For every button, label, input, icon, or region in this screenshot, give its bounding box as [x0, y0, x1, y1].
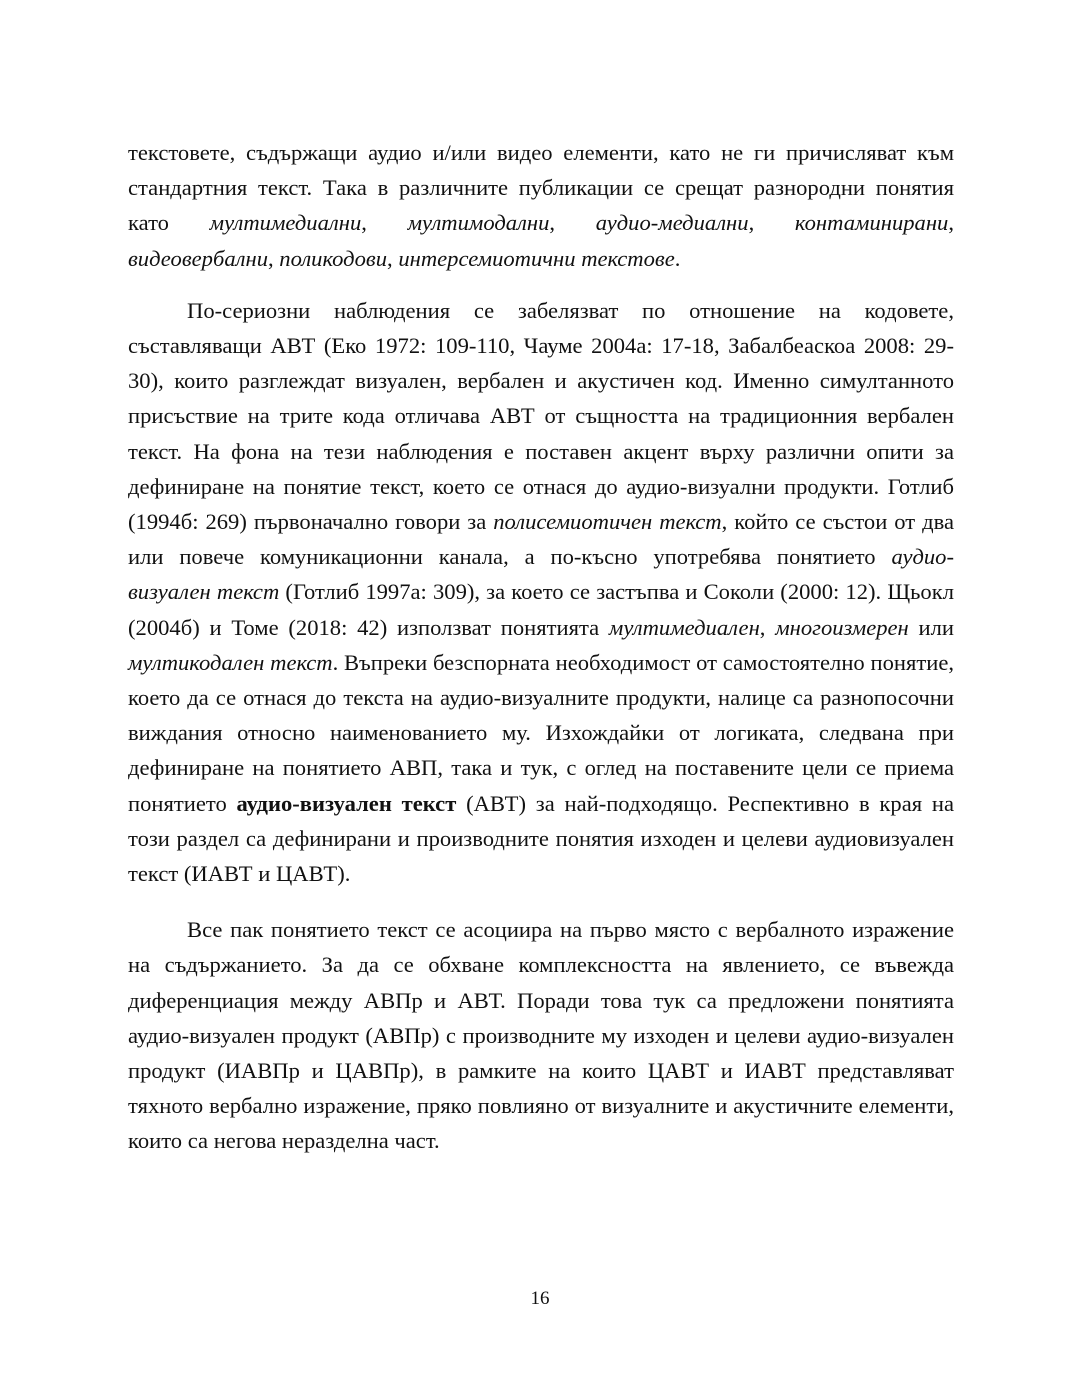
text-run: , — [361, 210, 408, 236]
text-run: , който се състои от два или повече комуникационни канала, а по-късно употребява понятието — [128, 509, 954, 570]
paragraph-1 — [128, 135, 954, 276]
italic-term: аудио-визуален текст — [128, 544, 954, 605]
text-run: . — [674, 245, 681, 271]
italic-term: мултимедиален — [608, 614, 760, 640]
text-run: (АВТ) за най-подходящо. Респективно в края на този раздел са дефинирани и производните понятия изходен и целеви аудиовизуален текст (ИАВТ и ЦАВТ). — [128, 790, 954, 887]
text-run: текстовете, съдържащи аудио и/или видео елементи, като не ги причисляват към стандартния текст. Така в различните публикации се срещат разнородни понятия като — [128, 140, 954, 236]
italic-term: мултимедиални — [209, 210, 362, 236]
italic-term: поликодови — [279, 245, 388, 271]
italic-term: аудио-медиални — [595, 210, 749, 236]
paragraph-2 — [128, 293, 954, 891]
italic-term: контаминирани — [794, 210, 949, 236]
paragraph-3 — [128, 912, 954, 1158]
text-run: или — [908, 614, 954, 640]
page-number: 16 — [530, 1288, 550, 1309]
text-run: , — [268, 245, 280, 271]
text-run: Все пак понятието текст се асоциира на първо място с вербалното изражение на съдържанието. За да се обхване комплексността на явлението, се въвежда диференциация между АВПр и АВТ. Поради това тук са предложени понятията аудио-визуален продукт (АВПр) с производните му изходен и целеви аудио-визуален продукт (ИАВПр и ЦАВПр), в рамките на които ЦАВТ и ИАВТ представляват тяхното вербално изражение, пряко повлияно от визуалните и акустичните елементи, които са негова неразделна част. — [128, 917, 954, 1154]
page-body — [128, 135, 954, 1159]
italic-term: многоизмерен — [775, 614, 909, 640]
text-run: (Готлиб 1997а: 309), за което се застъпва и Соколи (2000: 12). Щьокл (2004б) и Томе (2018: 42) използват понятията — [128, 579, 954, 640]
italic-term: мултикодален текст — [128, 649, 333, 675]
text-run: , — [948, 210, 955, 236]
text-run: По-сериозни наблюдения се забелязват по отношение на кодовете, съставляващи АВТ (Еко 1972: 109-110, Чауме 2004а: 17-18, Забалбеаскоа 2008: 29-30), които разглеждат визуален, вербален и акустичен код. Именно симултанното присъствие на трите кода отличава АВТ от същността на традиционния вербален текст. На фона на тези наблюдения е поставен акцент върху различни опити за дефиниране на понятие текст, което се отнася до аудио-визуални продукти. Готлиб (1994б: 269) първоначално говори за — [128, 297, 954, 535]
italic-term: мултимодални — [407, 210, 550, 236]
bold-term: аудио-визуален текст — [236, 790, 457, 816]
text-run: , — [549, 210, 596, 236]
italic-term: полисемиотичен текст — [493, 509, 722, 535]
text-run: , — [759, 614, 776, 640]
text-run: , — [748, 210, 795, 236]
italic-term: видеовербални — [128, 245, 268, 271]
italic-term: интерсемиотични текстове — [398, 245, 675, 271]
text-run: , — [387, 245, 399, 271]
text-run: . Въпреки безспорната необходимост от самостоятелно понятие, което да се отнася до текста на аудио-визуалните продукти, налице са разнопосочни виждания относно наименованието му. Изхождайки от логиката, следвана при дефиниране на понятието АВП, така и тук, с оглед на поставените цели се приема понятието — [128, 649, 954, 816]
